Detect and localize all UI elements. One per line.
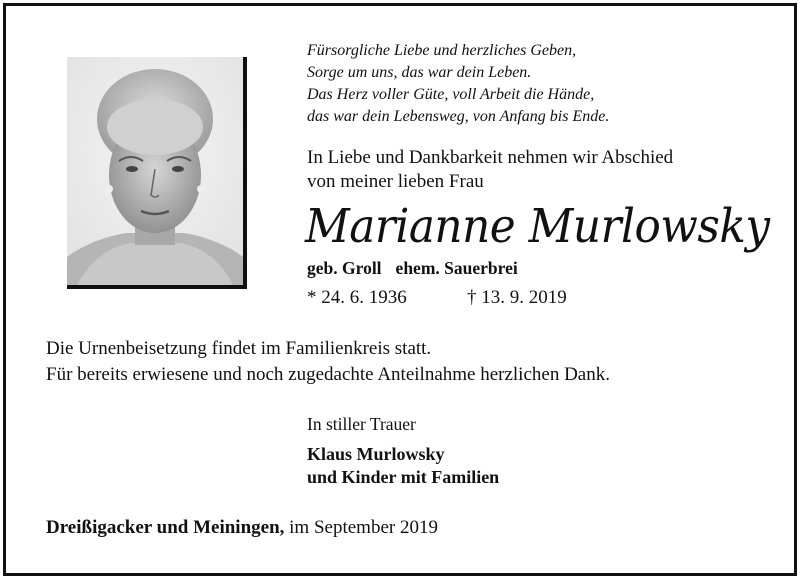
poem-line: Sorge um uns, das war dein Leben. xyxy=(307,64,532,81)
place-date xyxy=(46,517,438,539)
signer-line: und Kinder mit Familien xyxy=(307,467,500,487)
signers xyxy=(307,443,499,489)
signer-line: Klaus Murlowsky xyxy=(307,444,445,464)
place-names: Dreißigacker und Meiningen, xyxy=(46,517,285,538)
poem-line: das war dein Lebensweg, von Anfang bis Ende. xyxy=(307,108,610,125)
intro-line: von meiner lieben Frau xyxy=(307,171,484,192)
death-date: † 13. 9. 2019 xyxy=(467,287,567,308)
portrait-photo-shadow xyxy=(67,57,247,289)
mourning-line: In stiller Trauer xyxy=(307,414,416,434)
notice-text xyxy=(46,336,610,388)
portrait-image xyxy=(67,57,243,285)
life-dates xyxy=(307,287,567,309)
date-line: im September 2019 xyxy=(284,517,438,538)
poem-line: Das Herz voller Güte, voll Arbeit die Hände, xyxy=(307,86,595,103)
intro-text xyxy=(307,146,777,194)
portrait-photo xyxy=(67,57,243,285)
maiden-name: geb. Groll xyxy=(307,258,382,278)
notice-line: Die Urnenbeisetzung findet im Familienkreis statt. xyxy=(46,338,432,359)
intro-line: In Liebe und Dankbarkeit nehmen wir Abschied xyxy=(307,147,674,168)
poem-line: Fürsorgliche Liebe und herzliches Geben, xyxy=(307,42,577,59)
deceased-name: Marianne Murlowsky xyxy=(305,199,770,254)
former-name: ehem. Sauerbrei xyxy=(395,258,518,278)
birth-names xyxy=(307,258,518,279)
notice-line: Für bereits erwiesene und noch zugedachte Anteilnahme herzlichen Dank. xyxy=(46,364,610,385)
birth-date: * 24. 6. 1936 xyxy=(307,287,407,308)
poem xyxy=(307,40,777,128)
